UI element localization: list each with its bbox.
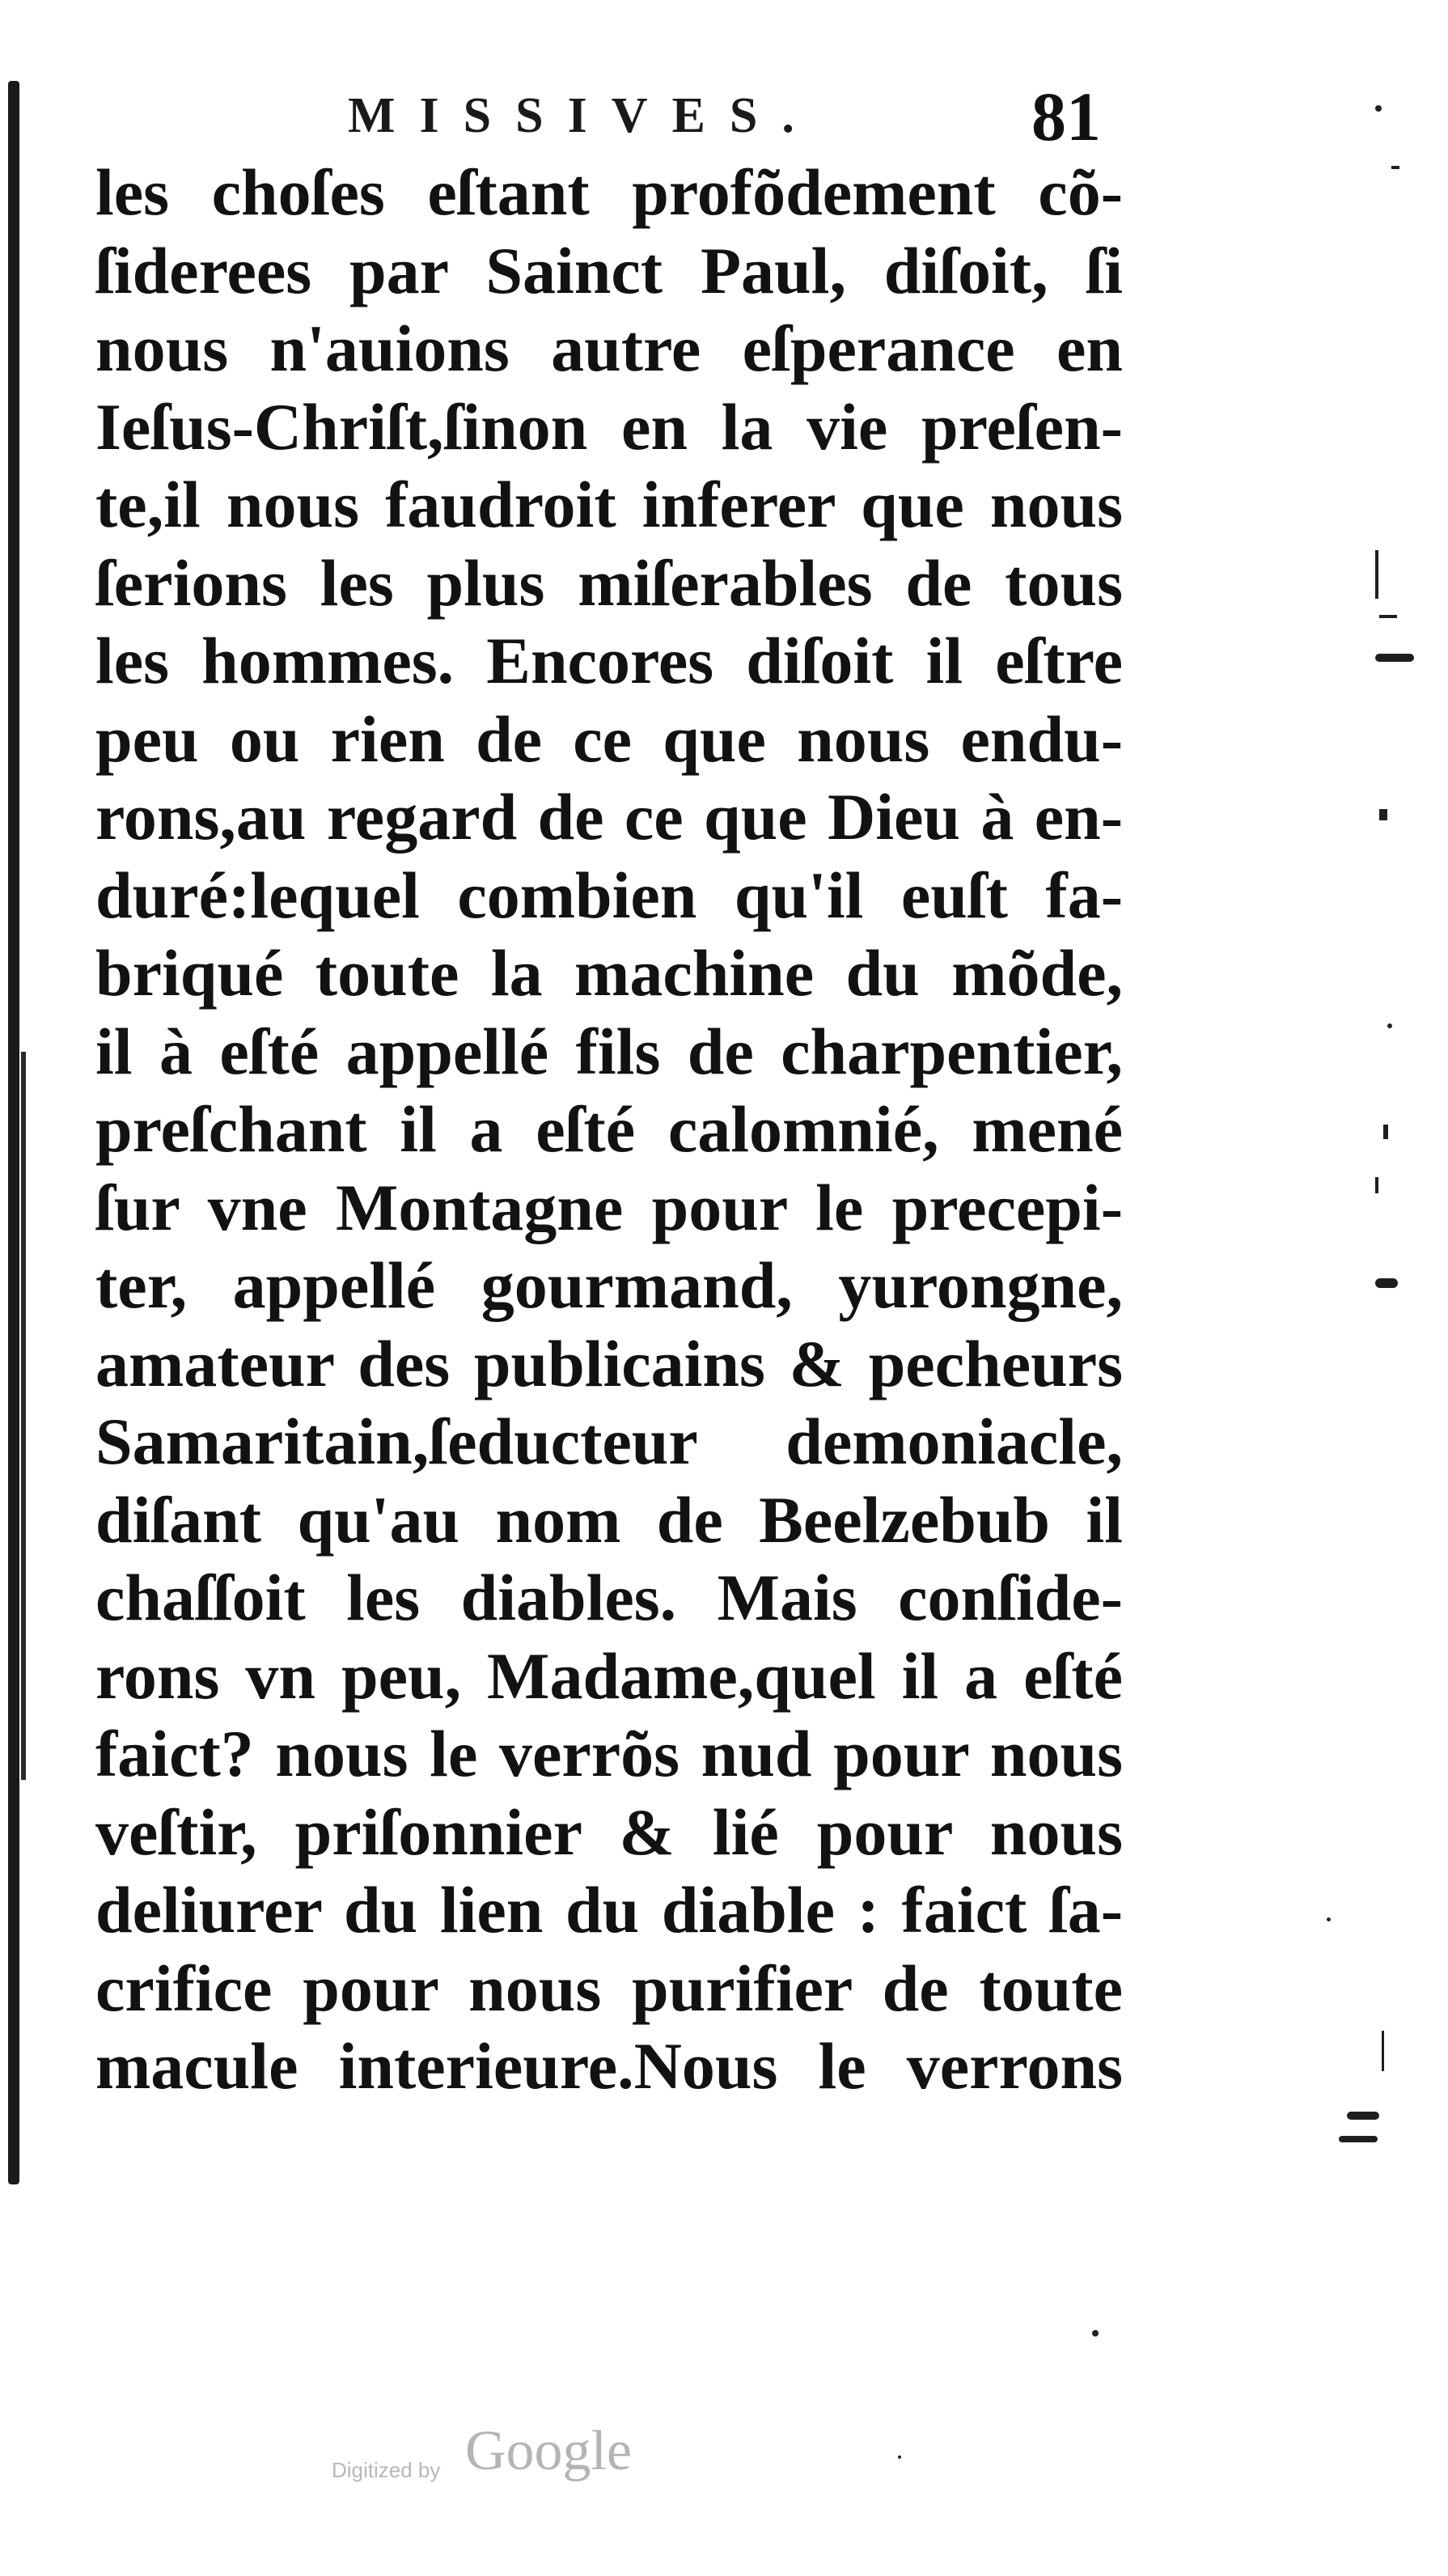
scan-mark xyxy=(1391,166,1399,169)
scan-mark xyxy=(1375,654,1414,662)
text-line: Ieſus-Chriſt,ſinon en la vie preſen- xyxy=(95,389,1123,464)
scan-mark xyxy=(1375,1177,1378,1193)
binding-edge xyxy=(8,81,19,2184)
text-line: veſtir, priſonnier & lié pour nous xyxy=(95,1794,1123,1869)
running-head-title: MISSIVES. xyxy=(348,88,819,143)
scan-speck xyxy=(1092,2330,1099,2337)
text-line: rons vn peu, Madame,quel il a eſté xyxy=(95,1638,1123,1713)
scan-speck xyxy=(1387,1023,1392,1028)
text-line: il à eſté appellé fils de charpentier, xyxy=(95,1014,1123,1088)
text-line: te,il nous faudroit inferer que nous xyxy=(95,468,1123,541)
scan-speck xyxy=(1327,1917,1331,1921)
text-line: diſant qu'au nom de Beelzebub il xyxy=(95,1482,1123,1557)
text-line: briqué toute la machine du mõde, xyxy=(95,936,1123,1010)
page-number: 81 xyxy=(1031,78,1101,155)
scan-mark xyxy=(1347,2112,1379,2120)
body-text xyxy=(95,154,1123,2106)
text-line: macule interieure.Nous le verrons xyxy=(95,2029,1123,2103)
text-line: faict? nous le verrõs nud pour nous xyxy=(95,1717,1123,1790)
scan-mark xyxy=(1375,1278,1398,1288)
google-logo: Google xyxy=(465,2420,633,2482)
text-line: Samaritain,ſeducteur demoniacle, xyxy=(95,1405,1123,1478)
text-line: ſerions les plus miſerables de tous xyxy=(95,545,1123,620)
scan-mark xyxy=(1382,2031,1384,2071)
text-line: les choſes eſtant profõdement cõ- xyxy=(95,155,1123,229)
text-line: preſchant il a eſté calomnié, mené xyxy=(95,1092,1123,1166)
scan-mark xyxy=(1379,615,1397,618)
text-line: duré:lequel combien qu'il euſt fa- xyxy=(95,858,1123,932)
text-line: rons,au regard de ce que Dieu à en- xyxy=(95,780,1123,854)
text-line: ſiderees par Sainct Paul, diſoit, ſi xyxy=(95,233,1123,307)
scan-mark xyxy=(1375,550,1378,599)
scan-speck xyxy=(1375,105,1382,112)
scan-mark xyxy=(1379,809,1387,820)
text-line: peu ou rien de ce que nous endu- xyxy=(95,701,1123,776)
text-line: deliurer du lien du diable : faict ſa- xyxy=(95,1873,1123,1947)
digitized-by-label: Digitized by xyxy=(332,2458,441,2482)
scan-mark xyxy=(1383,1125,1388,1139)
scan-speck xyxy=(898,2455,901,2459)
text-line: ſur vne Montagne pour le precepi- xyxy=(95,1170,1123,1244)
scan-mark xyxy=(1339,2136,1378,2142)
text-line: les hommes. Encores diſoit il eſtre xyxy=(95,624,1123,697)
digitization-watermark xyxy=(332,2419,736,2500)
binding-edge-inner xyxy=(21,1052,26,1780)
text-line: crifice pour nous purifier de toute xyxy=(95,1951,1123,2025)
text-line: nous n'auions autre eſperance en xyxy=(95,311,1123,385)
text-line: chaſſoit les diables. Mais conſide- xyxy=(95,1561,1123,1634)
text-line: amateur des publicains & pecheurs xyxy=(95,1326,1123,1400)
text-line: ter, appellé gourmand, yurongne, xyxy=(95,1248,1123,1322)
